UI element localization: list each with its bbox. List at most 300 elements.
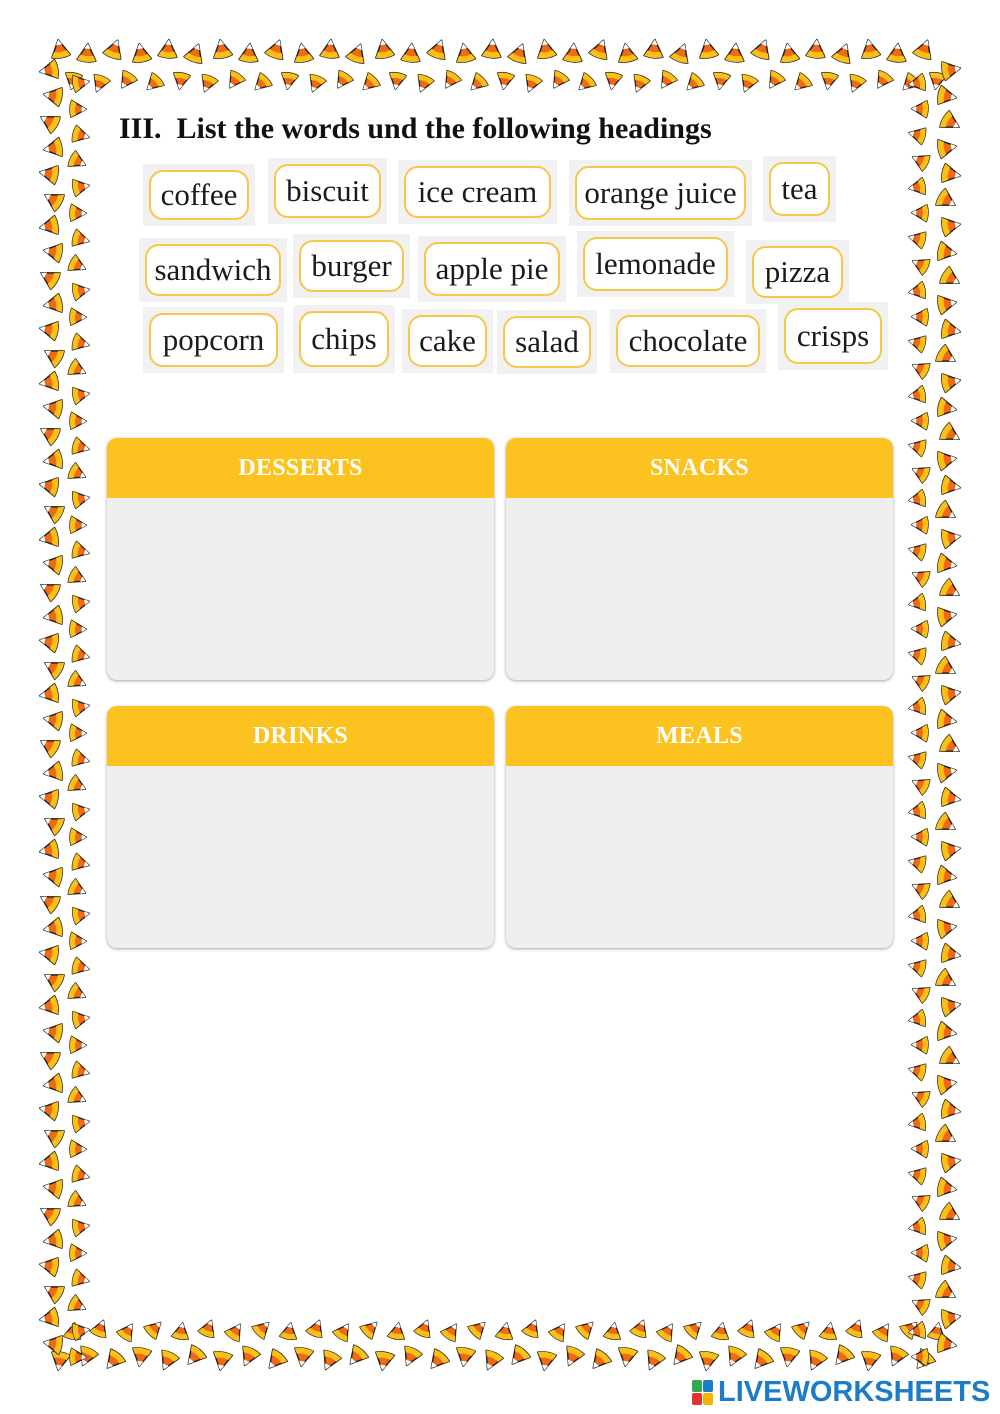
- candy-corn-icon: [211, 38, 233, 59]
- word-tile-popcorn[interactable]: [143, 307, 284, 373]
- candy-corn-icon: [401, 43, 421, 63]
- word-tile-coffee[interactable]: [143, 164, 255, 226]
- candy-corn-icon: [603, 71, 623, 90]
- candy-corn-icon: [725, 43, 745, 63]
- candy-corn-icon: [938, 422, 963, 448]
- candy-corn-icon: [77, 43, 97, 63]
- candy-corn-icon: [70, 1140, 87, 1158]
- candy-corn-icon: [495, 1321, 515, 1340]
- candy-corn-icon: [413, 1317, 435, 1339]
- candy-corn-icon: [197, 73, 219, 95]
- candy-corn-icon: [70, 412, 87, 430]
- word-chip[interactable]: pizza: [752, 246, 843, 298]
- candy-corn-icon: [937, 449, 958, 471]
- word-tile-cake[interactable]: [402, 309, 493, 373]
- candy-corn-icon: [934, 968, 959, 994]
- candy-corn-icon: [937, 865, 958, 887]
- candy-corn-icon: [938, 890, 963, 916]
- word-tile-chocolate[interactable]: [610, 309, 766, 373]
- candy-corn-icon: [71, 645, 91, 666]
- candy-corn-icon: [911, 724, 928, 742]
- candy-corn-icon: [941, 163, 962, 185]
- candy-corn-icon: [909, 773, 931, 796]
- candy-corn-icon: [911, 932, 928, 950]
- candy-corn-icon: [909, 877, 931, 900]
- word-tile-chips[interactable]: [293, 305, 395, 373]
- candy-corn-icon: [750, 37, 774, 61]
- candy-corn-icon: [42, 1229, 63, 1251]
- candy-corn-icon: [426, 37, 450, 61]
- word-tile-lemonade[interactable]: [577, 231, 734, 297]
- candy-corn-icon: [907, 801, 926, 821]
- candy-corn-icon: [711, 1321, 731, 1340]
- word-tile-biscuit[interactable]: [268, 158, 387, 224]
- candy-corn-icon: [89, 1317, 111, 1339]
- word-tile-orange-juice[interactable]: [569, 160, 752, 226]
- candy-corn-icon: [941, 475, 962, 497]
- candy-corn-icon: [67, 774, 89, 797]
- candy-corn-icon: [424, 1348, 450, 1374]
- candy-corn-icon: [42, 449, 63, 471]
- instruction-number: III.: [119, 112, 162, 145]
- word-chip[interactable]: sandwich: [145, 244, 281, 296]
- candy-corn-icon: [38, 475, 59, 497]
- candy-corn-icon: [279, 1321, 299, 1340]
- category-heading: MEALS: [506, 706, 893, 766]
- candy-corn-icon: [764, 1319, 787, 1342]
- candy-corn-icon: [70, 620, 87, 638]
- logo-mark-icon: [692, 1380, 714, 1406]
- word-chip[interactable]: salad: [503, 316, 591, 368]
- candy-corn-icon: [71, 1321, 90, 1341]
- candy-corn-icon: [803, 1349, 828, 1374]
- candy-corn-icon: [884, 1345, 909, 1370]
- candy-corn-icon: [937, 293, 958, 315]
- candy-corn-icon: [934, 1124, 959, 1150]
- candy-corn-icon: [937, 917, 958, 939]
- candy-corn-icon: [67, 878, 89, 901]
- word-chip[interactable]: chocolate: [616, 315, 760, 367]
- candy-corn-icon: [907, 332, 927, 353]
- category-heading: DESSERTS: [107, 438, 494, 498]
- candy-corn-icon: [575, 1316, 599, 1340]
- candy-corn-icon: [40, 811, 65, 837]
- candy-corn-icon: [292, 1347, 314, 1368]
- candy-corn-icon: [907, 852, 927, 873]
- word-chip[interactable]: coffee: [149, 170, 249, 220]
- candy-corn-icon: [171, 71, 191, 90]
- candy-corn-icon: [941, 1307, 962, 1329]
- candy-corn-icon: [941, 1099, 962, 1121]
- candy-corn-icon: [909, 1293, 931, 1316]
- candy-corn-icon: [911, 516, 928, 534]
- candy-corn-icon: [911, 308, 928, 326]
- candy-corn-icon: [907, 1268, 927, 1289]
- candy-corn-icon: [38, 839, 59, 861]
- candy-corn-icon: [70, 932, 87, 950]
- candy-corn-icon: [722, 1345, 747, 1370]
- candy-corn-icon: [71, 125, 91, 146]
- candy-corn-icon: [937, 1073, 958, 1095]
- candy-corn-icon: [938, 110, 963, 136]
- candy-corn-icon: [934, 344, 959, 370]
- candy-corn-icon: [937, 1177, 958, 1199]
- candy-corn-icon: [398, 1345, 423, 1370]
- category-box-drinks: [107, 706, 494, 948]
- candy-corn-icon: [42, 917, 63, 939]
- candy-corn-icon: [42, 1021, 63, 1043]
- candy-corn-icon: [737, 1317, 759, 1339]
- candy-corn-icon: [262, 1348, 288, 1374]
- candy-corn-icon: [505, 1344, 531, 1370]
- candy-corn-icon: [67, 566, 89, 589]
- candy-corn-icon: [38, 215, 59, 237]
- word-tile-sandwich[interactable]: [139, 238, 287, 302]
- drop-zone-meals[interactable]: [506, 766, 893, 948]
- candy-corn-icon: [521, 1317, 543, 1339]
- candy-corn-icon: [89, 73, 111, 95]
- candy-corn-icon: [71, 905, 90, 925]
- candy-corn-icon: [40, 1279, 65, 1305]
- candy-corn-icon: [36, 1201, 61, 1227]
- candy-corn-icon: [413, 73, 435, 95]
- candy-corn-icon: [573, 72, 597, 96]
- candy-corn-icon: [70, 308, 87, 326]
- word-chip[interactable]: lemonade: [583, 237, 728, 291]
- candy-corn-icon: [42, 761, 63, 783]
- candy-corn-icon: [38, 1151, 59, 1173]
- candy-corn-icon: [535, 38, 557, 59]
- candy-corn-icon: [71, 1217, 90, 1237]
- candy-corn-icon: [38, 1255, 59, 1277]
- candy-corn-icon: [934, 500, 959, 526]
- candy-corn-icon: [38, 943, 59, 965]
- candy-corn-icon: [71, 697, 90, 717]
- candy-corn-icon: [941, 215, 962, 237]
- candy-corn-icon: [941, 631, 962, 653]
- candy-corn-icon: [67, 254, 89, 277]
- candy-corn-icon: [71, 1165, 91, 1186]
- candy-corn-icon: [305, 73, 327, 95]
- candy-corn-icon: [197, 1317, 219, 1339]
- candy-corn-icon: [859, 1351, 881, 1372]
- candy-corn-icon: [748, 1348, 774, 1374]
- candy-corn-icon: [70, 204, 87, 222]
- candy-corn-icon: [859, 38, 881, 59]
- candy-corn-icon: [941, 59, 962, 81]
- candy-corn-icon: [482, 39, 502, 59]
- word-chip[interactable]: tea: [769, 162, 830, 216]
- candy-corn-icon: [357, 72, 381, 96]
- candy-corn-icon: [909, 981, 931, 1004]
- candy-corn-icon: [38, 371, 59, 393]
- candy-corn-icon: [155, 1349, 180, 1374]
- candy-corn-icon: [38, 787, 59, 809]
- instruction-text: List the words und the following headings: [176, 112, 712, 145]
- instruction-heading: [119, 112, 712, 146]
- candy-corn-icon: [907, 1164, 927, 1185]
- candy-corn-icon: [909, 253, 931, 276]
- candy-corn-icon: [38, 59, 59, 81]
- candy-corn-icon: [937, 1229, 958, 1251]
- candy-corn-icon: [941, 683, 962, 705]
- candy-corn-icon: [70, 1244, 87, 1262]
- word-chip[interactable]: cake: [408, 315, 487, 367]
- candy-corn-icon: [495, 71, 515, 90]
- candy-corn-icon: [934, 1280, 959, 1306]
- candy-corn-icon: [40, 187, 65, 213]
- candy-corn-icon: [644, 39, 664, 59]
- candy-corn-icon: [941, 943, 962, 965]
- candy-corn-icon: [36, 1045, 61, 1071]
- candy-corn-icon: [439, 69, 462, 92]
- candy-corn-icon: [831, 41, 855, 65]
- candy-corn-icon: [36, 109, 61, 135]
- word-tile-pizza[interactable]: [746, 240, 849, 304]
- candy-corn-icon: [130, 42, 152, 63]
- word-tile-crisps[interactable]: [778, 302, 888, 370]
- candy-corn-icon: [36, 265, 61, 291]
- candy-corn-icon: [560, 1345, 585, 1370]
- candy-corn-icon: [40, 1123, 65, 1149]
- candy-corn-icon: [71, 853, 91, 874]
- candy-corn-icon: [907, 748, 927, 769]
- candy-corn-icon: [38, 319, 59, 341]
- liveworksheets-logo: [692, 1376, 990, 1409]
- word-chip[interactable]: orange juice: [575, 166, 746, 220]
- candy-corn-icon: [907, 540, 927, 561]
- candy-corn-icon: [871, 69, 894, 92]
- drop-zone-snacks[interactable]: [506, 498, 893, 680]
- candy-corn-icon: [42, 241, 63, 263]
- word-tile-ice-cream[interactable]: [398, 160, 557, 224]
- candy-corn-icon: [42, 1177, 63, 1199]
- candy-corn-icon: [223, 69, 246, 92]
- word-tile-burger[interactable]: [293, 234, 410, 298]
- candy-corn-icon: [38, 163, 59, 185]
- candy-corn-icon: [845, 73, 867, 95]
- word-chip[interactable]: popcorn: [149, 313, 278, 367]
- candy-corn-icon: [71, 177, 90, 197]
- candy-corn-icon: [70, 100, 87, 118]
- candy-corn-icon: [937, 1021, 958, 1043]
- word-tile-tea[interactable]: [763, 156, 836, 222]
- candy-corn-icon: [251, 1316, 275, 1340]
- candy-corn-icon: [655, 69, 678, 92]
- candy-corn-icon: [911, 1140, 928, 1158]
- candy-corn-icon: [909, 149, 931, 172]
- candy-corn-icon: [938, 266, 963, 292]
- candy-corn-icon: [224, 1319, 247, 1342]
- candy-corn-icon: [563, 43, 583, 63]
- candy-corn-icon: [521, 73, 543, 95]
- candy-corn-icon: [71, 1009, 90, 1029]
- candy-corn-icon: [71, 385, 90, 405]
- candy-corn-icon: [71, 229, 91, 250]
- candy-corn-icon: [937, 761, 958, 783]
- candy-corn-icon: [941, 1255, 962, 1277]
- candy-corn-icon: [909, 669, 931, 692]
- word-chip[interactable]: chips: [299, 311, 389, 367]
- candy-corn-icon: [102, 37, 126, 61]
- word-chip[interactable]: biscuit: [274, 164, 381, 218]
- candy-corn-icon: [40, 499, 65, 525]
- candy-corn-icon: [71, 489, 90, 509]
- candy-corn-icon: [71, 1113, 90, 1133]
- candy-corn-icon: [941, 527, 962, 549]
- candy-corn-icon: [130, 1347, 152, 1368]
- candy-corn-icon: [941, 787, 962, 809]
- candy-corn-icon: [912, 37, 936, 61]
- candy-corn-icon: [937, 1333, 958, 1355]
- word-chip[interactable]: crisps: [784, 308, 882, 364]
- candy-corn-icon: [791, 1316, 815, 1340]
- candy-corn-icon: [941, 371, 962, 393]
- candy-corn-icon: [36, 577, 61, 603]
- candy-corn-icon: [681, 72, 705, 96]
- candy-corn-icon: [872, 1319, 895, 1342]
- candy-corn-icon: [331, 69, 354, 92]
- candy-corn-icon: [38, 683, 59, 705]
- candy-corn-icon: [70, 516, 87, 534]
- candy-corn-icon: [907, 956, 927, 977]
- drop-zone-drinks[interactable]: [107, 766, 494, 948]
- candy-corn-icon: [70, 724, 87, 742]
- candy-corn-icon: [819, 71, 839, 90]
- candy-corn-icon: [42, 293, 63, 315]
- word-tile-apple-pie[interactable]: [418, 236, 566, 302]
- candy-corn-icon: [547, 69, 570, 92]
- candy-corn-icon: [907, 177, 926, 197]
- candy-corn-icon: [115, 69, 138, 92]
- candy-corn-icon: [264, 37, 288, 61]
- candy-corn-icon: [669, 41, 693, 65]
- candy-corn-icon: [535, 1351, 557, 1372]
- candy-corn-icon: [907, 124, 927, 145]
- candy-corn-icon: [907, 697, 926, 717]
- candy-corn-icon: [941, 839, 962, 861]
- candy-corn-icon: [211, 1351, 233, 1372]
- candy-corn-icon: [629, 73, 651, 95]
- logo-text: LIVEWORKSHEETS: [718, 1376, 991, 1408]
- candy-corn-icon: [937, 397, 958, 419]
- candy-corn-icon: [737, 73, 759, 95]
- candy-corn-icon: [320, 39, 340, 59]
- candy-corn-icon: [387, 71, 407, 90]
- candy-corn-icon: [305, 1317, 327, 1339]
- candy-corn-icon: [40, 655, 65, 681]
- word-chip[interactable]: apple pie: [424, 242, 560, 296]
- candy-corn-icon: [656, 1319, 679, 1342]
- candy-corn-icon: [907, 228, 927, 249]
- candy-corn-icon: [40, 967, 65, 993]
- candy-corn-icon: [181, 1344, 207, 1370]
- candy-corn-icon: [71, 801, 90, 821]
- candy-corn-icon: [40, 343, 65, 369]
- candy-corn-icon: [763, 69, 786, 92]
- category-heading: SNACKS: [506, 438, 893, 498]
- candy-corn-icon: [71, 593, 90, 613]
- candy-corn-icon: [907, 436, 927, 457]
- candy-corn-icon: [292, 42, 314, 63]
- candy-corn-icon: [907, 905, 926, 925]
- candy-corn-icon: [38, 1099, 59, 1121]
- candy-corn-icon: [317, 1349, 342, 1374]
- candy-corn-icon: [38, 995, 59, 1017]
- candy-corn-icon: [588, 37, 612, 61]
- candy-corn-icon: [778, 1347, 800, 1368]
- category-box-desserts: [107, 438, 494, 680]
- candy-corn-icon: [907, 1060, 927, 1081]
- candy-corn-icon: [937, 709, 958, 731]
- candy-corn-icon: [909, 565, 931, 588]
- candy-corn-icon: [909, 461, 931, 484]
- candy-corn-icon: [454, 1347, 476, 1368]
- candy-corn-icon: [36, 889, 61, 915]
- candy-corn-icon: [941, 1151, 962, 1173]
- candy-corn-icon: [67, 462, 89, 485]
- candy-corn-icon: [36, 733, 61, 759]
- candy-corn-icon: [467, 1316, 491, 1340]
- candy-corn-icon: [629, 1317, 651, 1339]
- candy-corn-icon: [49, 38, 71, 59]
- candy-corn-icon: [332, 1319, 355, 1342]
- candy-corn-icon: [911, 620, 928, 638]
- candy-corn-icon: [42, 709, 63, 731]
- candy-corn-icon: [911, 1036, 928, 1054]
- candy-corn-icon: [183, 41, 207, 65]
- candy-corn-icon: [67, 150, 89, 173]
- candy-corn-icon: [42, 605, 63, 627]
- candy-corn-icon: [71, 281, 90, 301]
- candy-corn-icon: [479, 1349, 504, 1374]
- candy-corn-icon: [586, 1348, 612, 1374]
- candy-corn-icon: [806, 39, 826, 59]
- candy-corn-icon: [38, 631, 59, 653]
- candy-corn-icon: [938, 1046, 963, 1072]
- candy-corn-icon: [938, 1202, 963, 1228]
- candy-corn-icon: [345, 41, 369, 65]
- candy-corn-icon: [42, 1073, 63, 1095]
- candy-corn-icon: [373, 1351, 395, 1372]
- drop-zone-desserts[interactable]: [107, 498, 494, 680]
- candy-corn-icon: [67, 982, 89, 1005]
- category-heading: DRINKS: [107, 706, 494, 766]
- candy-corn-icon: [67, 670, 89, 693]
- candy-corn-icon: [49, 1351, 71, 1372]
- candy-corn-icon: [465, 72, 489, 96]
- candy-corn-icon: [907, 489, 926, 509]
- candy-corn-icon: [616, 1347, 638, 1368]
- candy-corn-icon: [143, 1316, 167, 1340]
- word-chip[interactable]: ice cream: [404, 166, 551, 218]
- candy-corn-icon: [70, 828, 87, 846]
- candy-corn-icon: [909, 1085, 931, 1108]
- candy-corn-icon: [440, 1319, 463, 1342]
- candy-corn-icon: [42, 85, 63, 107]
- word-chip[interactable]: burger: [299, 240, 404, 292]
- candy-corn-icon: [667, 1344, 693, 1370]
- candy-corn-icon: [937, 605, 958, 627]
- candy-corn-icon: [67, 1086, 89, 1109]
- candy-corn-icon: [42, 865, 63, 887]
- candy-corn-icon: [171, 1321, 191, 1340]
- candy-corn-icon: [887, 43, 907, 63]
- candy-corn-icon: [829, 1344, 855, 1370]
- candy-corn-icon: [909, 1189, 931, 1212]
- word-tile-salad[interactable]: [497, 310, 597, 374]
- candy-corn-icon: [454, 42, 476, 63]
